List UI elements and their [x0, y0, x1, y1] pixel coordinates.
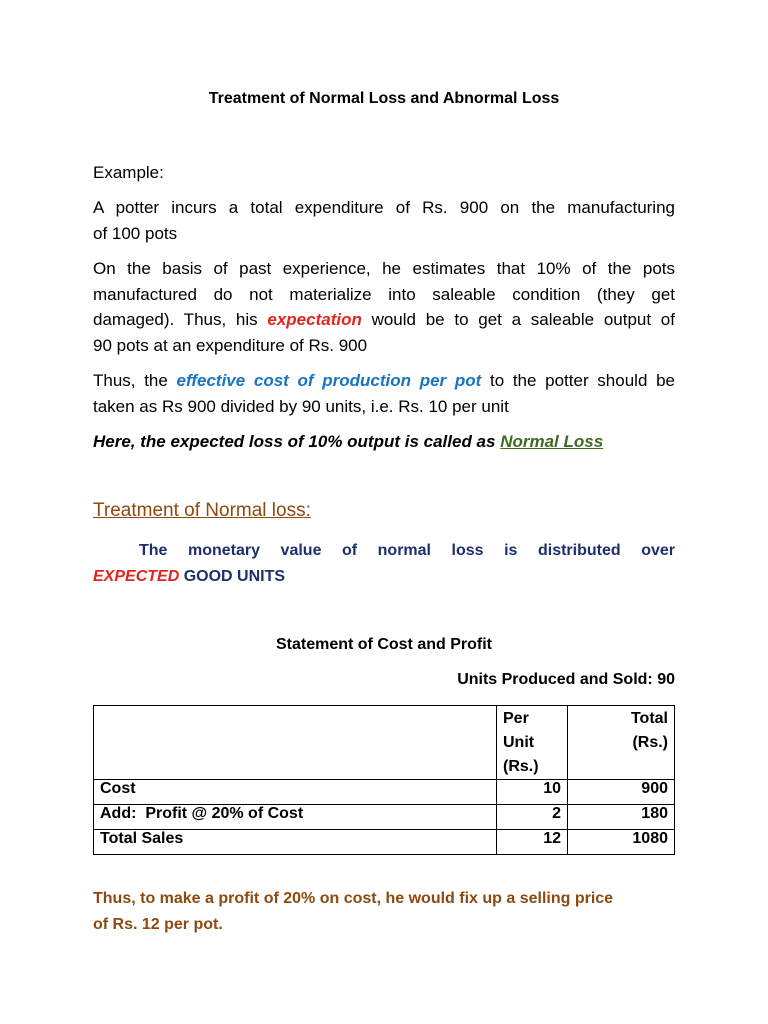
- table-header-per-unit: [497, 706, 568, 780]
- good-units-text: GOOD UNITS: [179, 567, 286, 585]
- header-line: (Rs.): [503, 758, 539, 775]
- row-label: Cost: [94, 780, 497, 805]
- paragraph-line: [93, 564, 675, 590]
- definition-text: Here, the expected loss of 10% output is called as: [93, 432, 501, 451]
- paragraph-line: [93, 307, 675, 333]
- header-line: Unit: [503, 734, 535, 751]
- row-total: 180: [568, 805, 675, 830]
- paragraph-line: [93, 368, 675, 394]
- paragraph-past-experience: [93, 256, 675, 358]
- expected-emphasis: EXPECTED: [93, 567, 180, 585]
- paragraph-line: A potter incurs a total expenditure of Rs. 900 on the manufacturing: [93, 198, 675, 217]
- cost-profit-table: [93, 705, 675, 855]
- expectation-emphasis: expectation: [267, 310, 362, 329]
- table-header-total: [568, 706, 675, 780]
- row-per-unit: 10: [497, 780, 568, 805]
- units-produced-line: Units Produced and Sold: 90: [457, 671, 675, 688]
- table-row: [94, 780, 675, 805]
- header-line: (Rs.): [632, 734, 668, 751]
- row-per-unit: 2: [497, 805, 568, 830]
- page-title: Treatment of Normal Loss and Abnormal Loss: [208, 90, 560, 107]
- text-span: damaged). Thus, his: [93, 310, 268, 329]
- statement-title: Statement of Cost and Profit: [275, 636, 492, 653]
- conclusion: [93, 886, 675, 938]
- table-header-row: [94, 706, 675, 780]
- row-label: Add: Profit @ 20% of Cost: [94, 805, 497, 830]
- row-per-unit: 12: [497, 830, 568, 855]
- effective-cost-emphasis: effective cost of production per pot: [176, 371, 482, 390]
- paragraph-expenditure: [93, 195, 675, 246]
- text-span: Thus, the: [93, 371, 177, 390]
- conclusion-line: of Rs. 12 per pot.: [93, 916, 223, 933]
- normal-loss-term: Normal Loss: [500, 432, 604, 451]
- conclusion-line: Thus, to make a profit of 20% on cost, he would fix up a selling price: [93, 890, 614, 907]
- paragraph-line: of 100 pots: [93, 223, 178, 243]
- paragraph-line: manufactured do not materialize into saleable condition (they get: [93, 284, 675, 304]
- example-label: Example:: [93, 163, 164, 182]
- text-span: would be to get a saleable output of: [361, 310, 675, 329]
- paragraph-line: The monetary value of normal loss is distributed over: [139, 542, 675, 559]
- paragraph-line: On the basis of past experience, he estimates that 10% of the pots: [93, 259, 675, 278]
- header-line: Per: [503, 710, 529, 727]
- table-header-cell: [94, 706, 497, 780]
- row-total: 900: [568, 780, 675, 805]
- table-row: [94, 805, 675, 830]
- header-line: Total: [630, 710, 668, 727]
- text-span: to the potter should be: [481, 371, 675, 390]
- section-heading: Treatment of Normal loss:: [93, 500, 311, 521]
- paragraph-effective-cost: [93, 368, 675, 419]
- paragraph-line: 90 pots at an expenditure of Rs. 900: [93, 335, 368, 355]
- paragraph-line: taken as Rs 900 divided by 90 units, i.e. Rs. 10 per unit: [93, 396, 509, 416]
- row-total: 1080: [568, 830, 675, 855]
- normal-loss-treatment: [93, 538, 675, 589]
- row-label: Total Sales: [94, 830, 497, 855]
- table-row: [94, 830, 675, 855]
- normal-loss-definition: [93, 429, 675, 455]
